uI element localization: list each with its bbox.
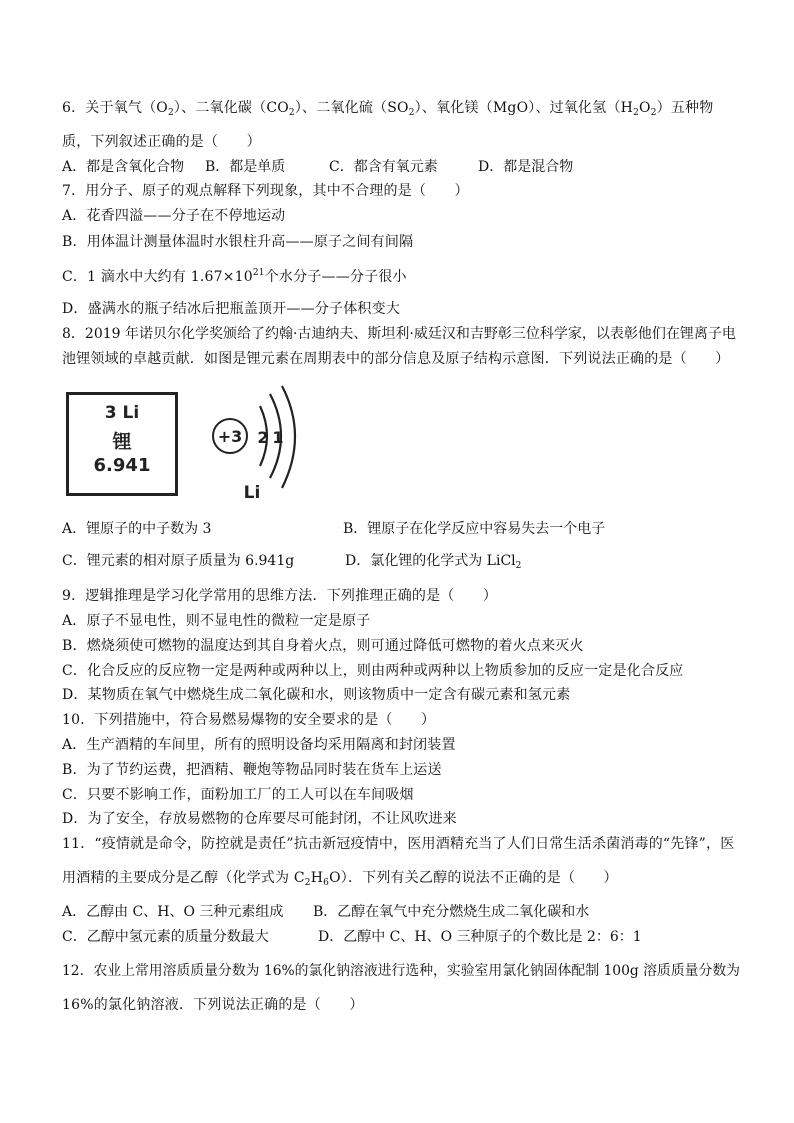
electron-shell-3 xyxy=(282,386,295,488)
q11-option-d: D．乙醇中 C、H、O 三种原子的个数比是 2：6：1 xyxy=(318,929,642,945)
q11-option-b: B．乙醇在氧气中充分燃烧生成二氧化碳和水 xyxy=(313,904,590,920)
shell-electrons-1: 2 xyxy=(257,428,269,447)
q10-option-b: B．为了节约运费，把酒精、鞭炮等物品同时装在货车上运送 xyxy=(62,762,442,778)
q7-stem: 7．用分子、原子的观点解释下列现象，其中不合理的是（ ） xyxy=(62,183,469,199)
q6-stem-line2: 质，下列叙述正确的是（ ） xyxy=(62,134,261,150)
q7-option-c: C．1 滴水中大约有 $1.67\times 10^{21}$个水分子——分子很小 xyxy=(62,268,407,285)
q10-option-c: C．只要不影响工作，面粉加工厂的工人可以在车间吸烟 xyxy=(62,787,414,803)
q12-stem-line1: 12．农业上常用溶质质量分数为 16%的氯化钠溶液进行选种，实验室用氯化钠固体配制 100g 溶质质量分数为 xyxy=(62,963,741,979)
q9-option-d: D．某物质在氧气中燃烧生成二氧化碳和水，则该物质中一定含有碳元素和氢元素 xyxy=(62,687,571,703)
q6-option-a: A．都是含氧化合物 xyxy=(62,159,185,175)
q8-option-c: C．锂元素的相对原子质量为 6.941g xyxy=(62,553,295,569)
q10-option-a: A．生产酒精的车间里，所有的照明设备均采用隔离和封闭装置 xyxy=(62,737,456,753)
q6-stem-line1: 6．关于氧气$(O_2)$、二氧化碳$(CO_2)$、二氧化硫$(SO_2)$、氧化镁（MgO）、过氧化氢$(H_2O_2)$五种物 xyxy=(62,100,714,118)
q7-option-d: D．盛满水的瓶子结冰后把瓶盖顶开——分子体积变大 xyxy=(62,301,401,317)
q8-stem-line2: 池锂领域的卓越贡献．如图是锂元素在周期表中的部分信息及原子结构示意图．下列说法正确的是（ ） xyxy=(62,351,730,367)
q6-option-c: C．都含有氧元素 xyxy=(329,159,438,175)
q11-stem-line1: 11．“疫情就是命令，防控就是责任”抗击新冠疫情中，医用酒精充当了人们日常生活杀菌消毒的“先锋”，医 xyxy=(62,836,735,852)
q12-stem-line2: 16%的氯化钠溶液．下列说法正确的是（ ） xyxy=(62,997,364,1013)
card-atomic-mass: 6.941 xyxy=(93,455,151,476)
q9-option-b: B．燃烧须使可燃物的温度达到其自身着火点，则可通过降低可燃物的着火点来灭火 xyxy=(62,638,584,654)
q10-option-d: D．为了安全，存放易燃物的仓库要尽可能封闭，不让风吹进来 xyxy=(62,811,457,827)
lithium-atom-diagram xyxy=(204,384,314,504)
q11-option-a: A．乙醇由 C、H、O 三种元素组成 xyxy=(62,904,284,920)
q8-option-a: A．锂原子的中子数为 3 xyxy=(62,521,212,537)
q10-stem: 10．下列措施中，符合易燃易爆物的安全要求的是（ ） xyxy=(62,712,436,728)
card-element-name: 锂 xyxy=(112,431,132,453)
q11-stem-line2: 用酒精的主要成分是乙醇（化学式为 $C_2H_6O$）．下列有关乙醇的说法不正确的是（ ） xyxy=(62,870,618,888)
q7-option-a: A．花香四溢——分子在不停地运动 xyxy=(62,208,286,224)
q11-option-c: C．乙醇中氢元素的质量分数最大 xyxy=(62,929,269,945)
card-number-symbol: 3 Li xyxy=(104,403,140,423)
q9-option-c: C．化合反应的反应物一定是两种或两种以上，则由两种或两种以上物质参加的反应一定是化合反应 xyxy=(62,663,684,679)
nucleus-charge: +3 xyxy=(217,427,243,446)
q8-option-d: D．氯化锂的化学式为 LiCl$_2$ xyxy=(345,553,522,571)
q8-stem-line1: 8．2019 年诺贝尔化学奖颁给了约翰·古迪纳夫、斯坦利·威廷汉和吉野彰三位科学家，以表彰他们在锂离子电 xyxy=(62,326,736,342)
q7-option-b: B．用体温计测量体温时水银柱升高——原子之间有间隔 xyxy=(62,234,414,250)
q9-stem: 9．逻辑推理是学习化学常用的思维方法．下列推理正确的是（ ） xyxy=(62,588,498,604)
q8-option-b: B．锂原子在化学反应中容易失去一个电子 xyxy=(343,521,606,537)
q6-option-b: B．都是单质 xyxy=(205,159,286,175)
q9-option-a: A．原子不显电性，则不显电性的微粒一定是原子 xyxy=(62,613,371,629)
atom-symbol: Li xyxy=(243,483,261,503)
lithium-periodic-card xyxy=(66,392,178,496)
shell-electrons-2: 1 xyxy=(272,428,284,447)
q6-option-d: D．都是混合物 xyxy=(478,159,574,175)
